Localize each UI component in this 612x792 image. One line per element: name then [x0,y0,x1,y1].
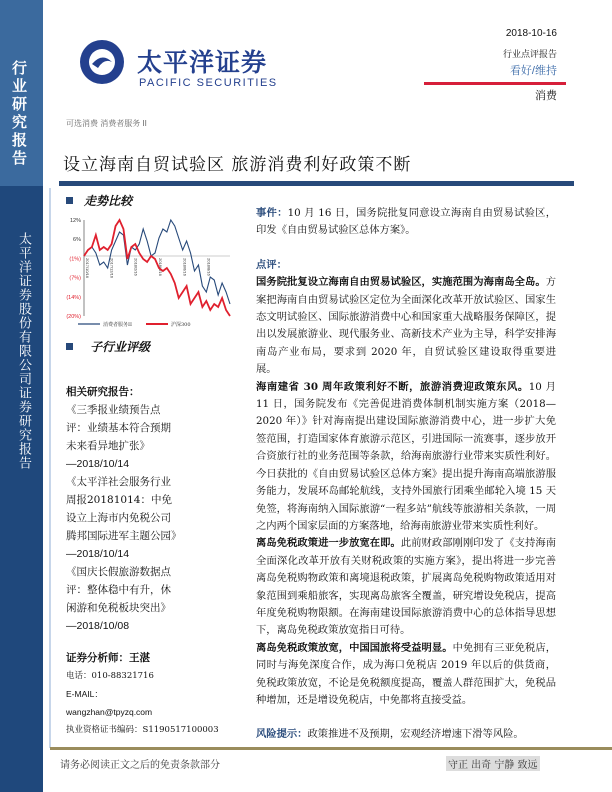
logo-icon [62,14,134,106]
sidebar-report-category: 行业研究报告 [10,60,28,168]
analyst-name: 证券分析师：王湛 [66,652,150,664]
left-column-border [49,188,51,748]
analyst-phone: 电话：010-88321716 [66,671,154,681]
logo-text-cn: 太平洋证券 [137,48,268,77]
subsector-heading: 子行业评级 [90,340,151,354]
analyst-cert: 执业资格证书编码：S1190517100003 [66,725,219,735]
event-text: 10 月 16 日，国务院批复同意设立海南自由贸易试验区，印发《自由贸易试验区总体方案》。 [256,207,556,237]
related-title[interactable]: 《国庆长假旅游数据点评：整体稳中有升，休闲游和免税板块突出》 [66,566,171,614]
para-lead: 离岛免税政策进一步放宽在即。 [256,537,401,550]
para-text: 10 月 11 日，国务院发布《完善促进消费体制机制实施方案（2018—2020 年）》针对海南提出建设国际旅游消费中心，进一步扩大免签范围，打造国家体育旅游示范区，引进国际一流赛事，逐步放开合资旅行社的业务范围等条款，给海南旅游行业带来实质性利好。今日获批的《自由贸易试验区总体方案》提出提升海南高端旅游服务能力，发展环岛邮轮航线，支持外国旅行团乘坐邮轮入境 15 天免签，将海南纳入国际旅游“一程多站”航线等旅游相关条款，一周之内两个国家层面的方案落地，给海南旅游业带来实质性利好。 [256,380,556,532]
page-title: 设立海南自贸试验区 旅游消费利好政策不断 [63,155,412,175]
rating-underline [424,82,566,85]
analyst-email[interactable]: E-MAIL：wangzhan@tpyzq.com [66,689,153,717]
y-tick-label: 12% [69,218,81,224]
related-title[interactable]: 《三季报业绩预告点评：业绩基本符合预期 未来看异地扩张》 [66,404,171,452]
related-report[interactable] [66,563,178,635]
para-lead: 海南建省 30 周年政策利好不断，旅游消费迎政策东风。 [256,380,529,393]
x-tick-label: 2018/4/16 [158,258,163,276]
y-tick-label: (1%) [69,256,81,263]
sidebar-company-label: 太平洋证券股份有限公司证券研究报告 [16,232,31,470]
para-lead: 离岛免税政策放宽，中国国旅将受益明显。 [256,641,453,654]
left-column [66,383,219,739]
para-text: 中免拥有三亚免税店，同时与海免深度合作，成为海口免税店 2019 年以后的供货商，免税政策放宽，不论是免税额度提高，覆盖人群范围扩大，免税品种增加，还是增设免税店，中免都将直接受益。 [256,641,557,706]
bullet-icon [66,343,73,350]
related-title[interactable]: 《太平洋社会服务行业周报20181014：中免设立上海市内免税公司 腾邦国际进军主题公园》 [66,476,182,542]
report-date: 2018-10-16 [505,28,557,39]
x-tick-label: 2017/12/16 [109,258,115,279]
related-report[interactable] [66,473,182,563]
report-type: 行业点评报告 [502,49,557,59]
comment-label: 点评： [256,258,287,271]
related-heading: 相关研究报告： [66,386,140,398]
para-lead: 国务院批复设立海南自由贸易试验区，实施范围为海南岛全岛。 [256,276,546,289]
y-tick-label: 6% [73,237,81,244]
y-tick-label: (7%) [69,275,81,282]
related-date: —2018/10/08 [66,620,130,632]
x-tick-label: 2018/2/16 [133,258,139,276]
para-text: 方案把海南自由贸易试验区定位为全面深化改革开放试验区、国家生态文明试验区、国际旅游消费中心和国家重大战略服务保障区，提出以发展旅游业、现代服务业、高新技术产业为主导，科学安排海南岛产业布局，要求到 2020 年，自贸试验区建设取得重要进展。 [256,276,556,376]
paragraph [256,274,556,378]
risk-label: 风险提示： [256,728,308,741]
para-text: 此前财政部刚刚印发了《支持海南全面深化改革开放有关财税政策的实施方案》，提出将进一步完善离岛免税购物政策和离境退税政策，扩展离岛免税购物政策适用对象范围到乘船旅客，实现离岛旅客全覆盖，研究增设免税店，提高年度免税购物限额。在海南建设国际旅游消费中心的总体指导思想下，离岛免税政策放宽指日可待。 [256,537,557,637]
related-report[interactable] [66,401,178,473]
footer-disclaimer[interactable]: 请务必阅读正文之后的免责条款部分 [60,760,220,771]
related-date: —2018/10/14 [66,458,130,470]
title-divider [59,181,574,186]
x-tick-label: 2018/8/16 [206,258,212,276]
footer-divider [50,747,612,750]
footer-motto: 守正 出奇 宁静 致远 [446,756,540,771]
sector: 消费 [535,90,557,102]
bullet-icon [66,197,73,204]
trend-heading: 走势比较 [84,194,133,208]
y-tick-label: (20%) [66,314,81,320]
x-tick-label: 2017/10/16 [85,258,90,279]
risk-text: 政策推进不及预期，宏观经济增速下滑等风险。 [307,728,524,741]
related-date: —2018/10/14 [66,548,130,560]
trend-chart [60,212,240,332]
breadcrumb: 可选消费 消费者服务 II [66,119,147,128]
legend-label: 沪深300 [171,322,191,328]
legend-label: 消费者服务II [103,322,132,328]
paragraph [256,640,556,710]
rating: 看好/维持 [509,65,557,77]
x-tick-label: 2018/6/16 [182,258,188,276]
y-tick-label: (14%) [66,294,81,301]
main-body [256,205,556,744]
paragraph [256,535,556,639]
logo-text-en: PACIFIC SECURITIES [139,77,278,89]
event-label: 事件： [256,207,288,219]
paragraph [256,379,556,536]
